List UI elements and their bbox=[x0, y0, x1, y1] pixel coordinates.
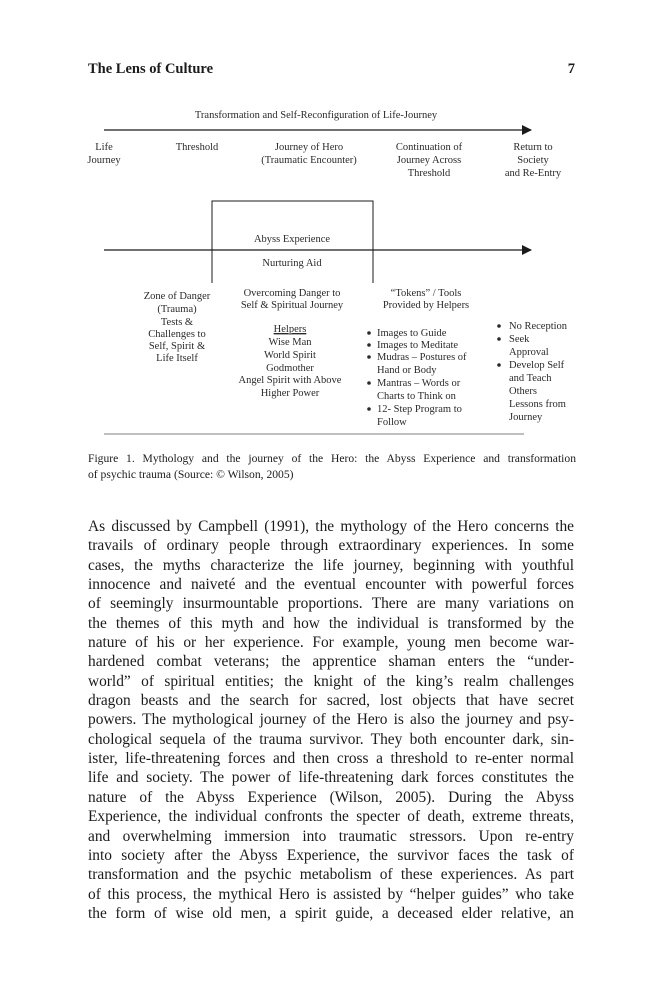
figure bbox=[0, 0, 662, 450]
body-line: of this process, the mythical Hero is assisted by “helper guides” who take bbox=[88, 885, 574, 903]
helper-item: Godmother bbox=[266, 363, 314, 374]
reentry-item: No Reception bbox=[509, 321, 568, 332]
body-line: chological sequela of the trauma survivor. They both encounter dark, sin- bbox=[88, 730, 574, 748]
body-line: world” of spiritual entities; the knight of the king’s realm challenges bbox=[88, 672, 574, 690]
stage-return-line-1: Return to bbox=[513, 142, 553, 153]
body-line: travails of ordinary people through extraordinary experiences. In some bbox=[88, 537, 574, 555]
helper-item: Higher Power bbox=[260, 388, 320, 399]
reentry-item-continuation: and Teach bbox=[509, 373, 552, 384]
token-item-continuation: Charts to Think on bbox=[377, 391, 456, 402]
figure-top-title: Transformation and Self-Reconfiguration of Life-Journey bbox=[194, 110, 438, 121]
zone-line: Tests & bbox=[160, 317, 194, 328]
body-line: of seemingly insurmountable proportions. There are many variations on bbox=[88, 595, 574, 613]
stage-continuation-line-3: Threshold bbox=[407, 168, 451, 179]
figure-diagram bbox=[0, 0, 662, 450]
stage-return-line-3: and Re-Entry bbox=[504, 168, 562, 179]
caption-line: Figure 1. Mythology and the journey of the Hero: the Abyss Experience and transformation bbox=[88, 452, 576, 465]
body-line: cases, the myths characterize the life journey, beginning with youthful bbox=[88, 556, 574, 574]
bullet-icon bbox=[367, 381, 371, 385]
caption-line: of psychic trauma (Source: © Wilson, 2005) bbox=[88, 468, 294, 481]
body-line: powers. The mythological journey of the Hero is also the journey and psy- bbox=[88, 711, 574, 729]
body-paragraph bbox=[88, 517, 574, 923]
tokens-column bbox=[367, 288, 469, 428]
bullet-icon bbox=[367, 355, 371, 359]
body-line: ister, life-threatening forces and then cross a threshold to re-enter normal bbox=[88, 750, 574, 768]
reentry-column bbox=[497, 321, 568, 423]
stage-life-journey-line-2: Journey bbox=[87, 155, 121, 166]
token-item-continuation: Follow bbox=[377, 417, 407, 428]
stage-return-line-2: Society bbox=[517, 155, 549, 166]
figure-caption bbox=[88, 451, 576, 483]
zone-line: Self, Spirit & bbox=[148, 341, 206, 352]
token-item-continuation: Hand or Body bbox=[377, 365, 437, 376]
body-line: As discussed by Campbell (1991), the mythology of the Hero concerns the bbox=[88, 518, 574, 535]
token-item: Images to Guide bbox=[377, 328, 447, 339]
bullet-icon bbox=[497, 363, 501, 367]
abyss-experience-label: Abyss Experience bbox=[253, 234, 331, 245]
helpers-column bbox=[239, 288, 344, 399]
body-line: nature of the Abyss Experience (Wilson, 2005). During the Abyss bbox=[88, 788, 574, 806]
stage-journey-of-hero-line-2: (Traumatic Encounter) bbox=[261, 155, 357, 166]
stage-labels bbox=[87, 142, 562, 179]
helper-item: Wise Man bbox=[268, 337, 312, 348]
body-line: life and society. The power of life-threatening dark forces constitutes the bbox=[88, 769, 574, 787]
bullet-icon bbox=[497, 337, 501, 341]
bullet-icon bbox=[497, 324, 501, 328]
zone-of-danger bbox=[144, 291, 211, 364]
body-line: nature of his or her experience. For example, young men become war- bbox=[88, 634, 574, 652]
reentry-item: Seek bbox=[509, 334, 530, 345]
zone-line: Life Itself bbox=[156, 353, 198, 364]
tokens-heading-line: “Tokens” / Tools bbox=[390, 288, 462, 299]
stage-threshold: Threshold bbox=[175, 142, 219, 153]
body-line: hardened combat veterans; the apprentice shaman enters the “under- bbox=[88, 653, 574, 671]
body-line: innocence and naiveté and the eventual encounter with powerful forces bbox=[88, 576, 574, 594]
stage-continuation-line-2: Journey Across bbox=[396, 155, 462, 166]
bullet-icon bbox=[367, 407, 371, 411]
token-item: Mudras – Postures of bbox=[377, 352, 467, 363]
helper-item: Angel Spirit with Above bbox=[238, 375, 342, 386]
token-item: Images to Meditate bbox=[377, 340, 459, 351]
overcoming-line: Overcoming Danger to bbox=[243, 288, 341, 299]
body-line: transformation and the psychic metabolism of these experiences. As part bbox=[88, 866, 574, 884]
stage-continuation-line-1: Continuation of bbox=[395, 142, 463, 153]
reentry-item-continuation: Journey bbox=[509, 412, 543, 423]
body-line: dragon beasts and the search for sacred, lost objects that have secret bbox=[88, 692, 574, 710]
reentry-item: Develop Self bbox=[509, 360, 565, 371]
body-line: Experience, the individual confronts the specter of death, extreme threats, bbox=[88, 808, 574, 826]
zone-line: Zone of Danger bbox=[143, 291, 211, 302]
stage-journey-of-hero-line-1: Journey of Hero bbox=[274, 142, 344, 153]
token-item: Mantras – Words or bbox=[377, 378, 461, 389]
running-title: The Lens of Culture bbox=[88, 61, 214, 77]
reentry-item-continuation: Lessons from bbox=[509, 399, 566, 410]
stage-life-journey-line-1: Life bbox=[95, 142, 113, 153]
zone-line: Challenges to bbox=[148, 329, 206, 340]
body-line: the themes of this myth and how the individual is transformed by the bbox=[88, 614, 574, 632]
overcoming-line: Self & Spiritual Journey bbox=[240, 300, 344, 311]
zone-line: (Trauma) bbox=[157, 304, 197, 315]
reentry-item-continuation: Approval bbox=[509, 347, 549, 358]
bullet-icon bbox=[367, 343, 371, 347]
bullet-icon bbox=[367, 331, 371, 335]
reentry-item-continuation: Others bbox=[509, 386, 537, 397]
body-line: the form of wise old men, a spirit guide, a deceased elder relative, an bbox=[88, 904, 574, 922]
page-number: 7 bbox=[567, 61, 575, 77]
nurturing-aid-label: Nurturing Aid bbox=[262, 258, 322, 269]
body-line: and overwhelming immersion into traumatic stressors. Upon re-entry bbox=[88, 827, 574, 845]
body-line: into society after the Abyss Experience, the survivor faces the task of bbox=[88, 846, 574, 864]
tokens-heading-line: Provided by Helpers bbox=[382, 300, 470, 311]
helper-item: World Spirit bbox=[264, 350, 316, 361]
helpers-heading: Helpers bbox=[273, 324, 307, 335]
token-item: 12- Step Program to bbox=[377, 404, 462, 415]
